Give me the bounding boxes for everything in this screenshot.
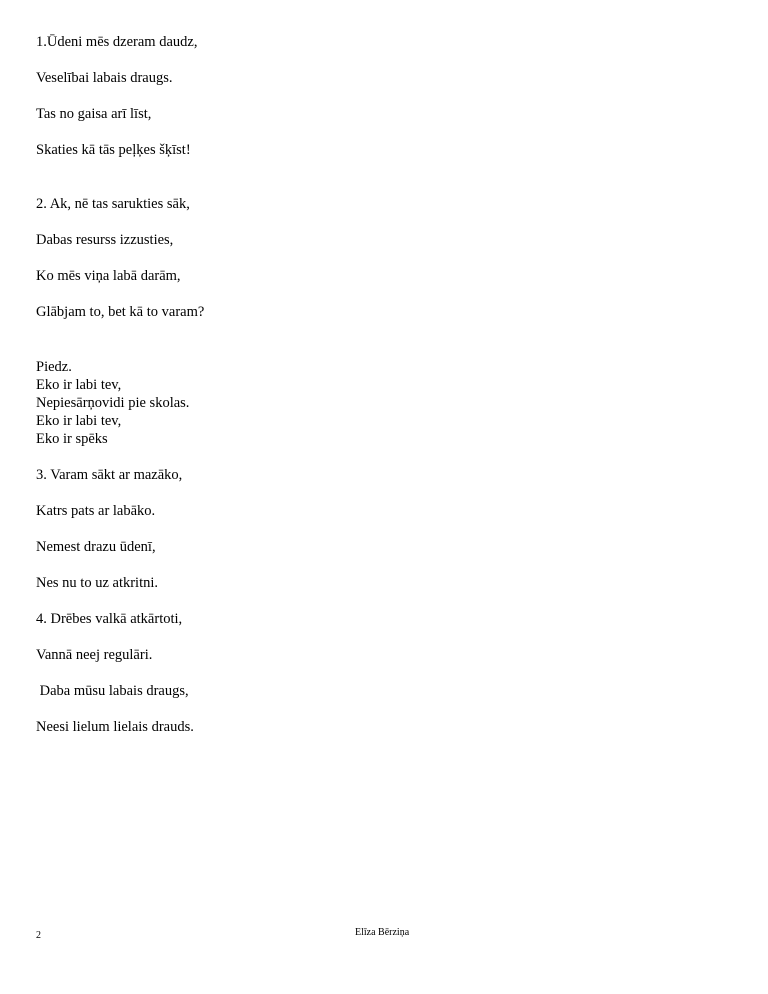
stanza4-line-1: 4. Drēbes valkā atkārtoti, — [36, 611, 183, 627]
stanza4-line-4: Neesi lielum lielais drauds. — [36, 719, 194, 735]
stanza2-line-4: Glābjam to, bet kā to varam? — [36, 304, 205, 320]
stanza2-line-1: 2. Ak, nē tas sarukties sāk, — [36, 196, 190, 212]
chorus-line-4: Eko ir spēks — [36, 431, 108, 447]
stanza1-line-2: Veselībai labais draugs. — [36, 70, 173, 86]
stanza3-line-3: Nemest drazu ūdenī, — [36, 539, 156, 555]
stanza1-line-1: 1.Ūdeni mēs dzeram daudz, — [36, 34, 198, 50]
chorus-label: Piedz. — [36, 359, 72, 375]
stanza2-line-3: Ko mēs viņa labā darām, — [36, 268, 181, 284]
page-number: 2 — [36, 930, 41, 941]
stanza4-line-2: Vannā neej regulāri. — [36, 647, 153, 663]
stanza3-line-4: Nes nu to uz atkritni. — [36, 575, 159, 591]
stanza3-line-2: Katrs pats ar labāko. — [36, 503, 156, 519]
chorus-line-2: Nepiesārņovidi pie skolas. — [36, 395, 190, 411]
chorus-line-3: Eko ir labi tev, — [36, 413, 122, 429]
stanza1-line-3: Tas no gaisa arī līst, — [36, 106, 152, 122]
chorus-line-1: Eko ir labi tev, — [36, 377, 122, 393]
stanza1-line-4: Skaties kā tās peļķes šķīst! — [36, 142, 191, 158]
stanza3-line-1: 3. Varam sākt ar mazāko, — [36, 467, 183, 483]
stanza2-line-2: Dabas resurss izzusties, — [36, 232, 174, 248]
footer-author: Elīza Bērziņa — [355, 927, 410, 938]
stanza4-line-3: Daba mūsu labais draugs, — [36, 683, 189, 699]
